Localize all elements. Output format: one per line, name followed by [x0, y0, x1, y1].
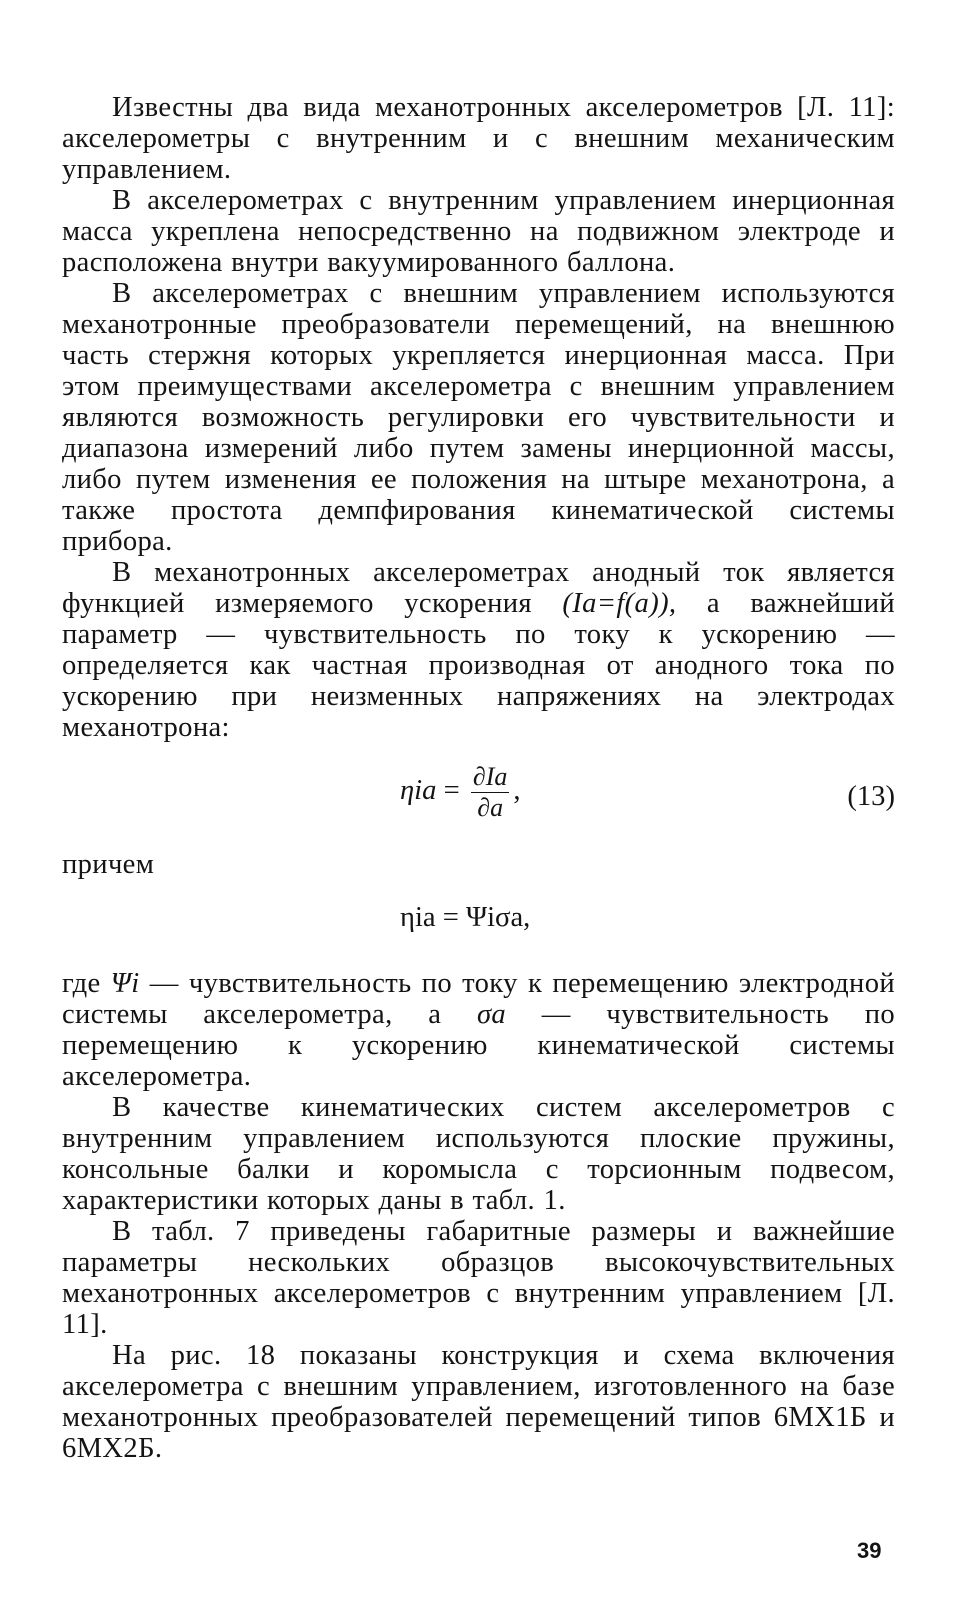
- paragraph-2: В акселерометрах с внутренним управлением инерционная масса укреплена непосредственно на подвижном электроде и расположена внутри вакуумированного баллона.: [62, 185, 895, 278]
- equation-13-equals: =: [443, 775, 460, 807]
- equation-13-denominator: ∂a: [477, 793, 504, 822]
- equation-2: [62, 888, 895, 962]
- document-page: [62, 92, 895, 1464]
- equation-13: [62, 759, 895, 843]
- paragraph-6-sigma: σа: [476, 999, 507, 1030]
- paragraph-4-expression: (Iа=f(a)),: [562, 588, 677, 619]
- paragraph-6-psi: Ψi: [110, 968, 140, 999]
- paragraph-9: На рис. 18 показаны конструкция и схема включения акселерометра с внешним управлением, изготовленного на базе механотронных преобразователей перемещений типов 6МХ1Б и 6МХ2Б.: [62, 1340, 895, 1464]
- paragraph-4-lead: В механотронных акселерометрах анодный ток является функцией измеряемого ускорения: [62, 557, 895, 619]
- paragraph-6: [62, 968, 895, 1092]
- page-number: 39: [857, 1538, 882, 1563]
- equation-13-body: [400, 763, 521, 822]
- paragraph-5: причем: [62, 849, 155, 880]
- equation-13-number: (13): [847, 781, 895, 812]
- paragraph-8: В табл. 7 приведены габаритные размеры и важнейшие параметры нескольких образцов высокочувствительных механотронных акселерометров с внутренним управлением [Л. 11].: [62, 1216, 895, 1340]
- paragraph-1: Известны два вида механотронных акселерометров [Л. 11]: акселерометры с внутренним и с внешним механическим управлением.: [62, 92, 895, 185]
- paragraph-4: [62, 557, 895, 743]
- paragraph-6-rest: — чувствительность по перемещению к ускорению кинематической системы акселерометра.: [62, 999, 896, 1092]
- paragraph-3: В акселерометрах с внешним управлением используются механотронные преобразователи перемещений, на внешнюю часть стержня которых укрепляется инерционная масса. При этом преимуществами акселерометра с внешним управлением являются возможность регулировки его чувствительности и диапазона измерений либо путем замены инерционной массы, либо путем изменения ее положения на штыре механотрона, а также простота демпфирования кинематической системы прибора.: [62, 278, 895, 557]
- paragraph-4-rest: а важнейший параметр — чувствительность по току к ускорению — определяется как частная производная от анодного тока по ускорению при неизменных напряжениях на электродах механотрона:: [62, 588, 896, 743]
- equation-13-numerator: ∂Iа: [472, 762, 508, 791]
- equation-13-fraction: [471, 763, 510, 822]
- paragraph-6-lead: где: [62, 968, 101, 999]
- equation-13-comma: ,: [513, 775, 521, 807]
- paragraph-6-mid: — чувствительность по току к перемещению электродной системы акселерометра, а: [62, 968, 895, 1030]
- equation-2-body: ηiа = Ψiσа,: [400, 902, 531, 933]
- paragraph-7: В качестве кинематических систем акселерометров с внутренним управлением используются плоские пружины, консольные балки и коромысла с торсионным подвесом, характеристики которых даны в табл. 1.: [62, 1092, 895, 1216]
- equation-13-lhs: ηiа: [400, 775, 437, 807]
